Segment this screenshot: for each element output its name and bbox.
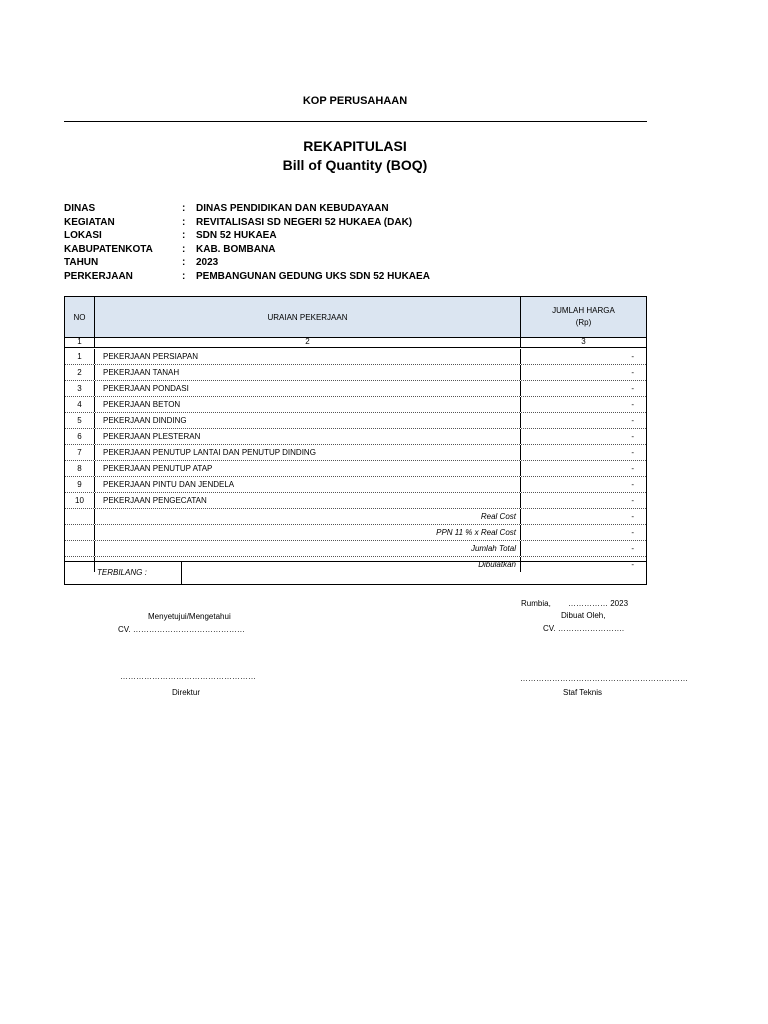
table-row (65, 461, 646, 477)
row-item: PEKERJAAN PENGECATAN (94, 493, 521, 508)
row-value: - (631, 496, 634, 505)
info-colon: : (182, 203, 186, 214)
row-item: PEKERJAAN PENUTUP ATAP (94, 461, 521, 476)
info-row-perkerjaan (64, 270, 430, 284)
info-label: DINAS (64, 203, 96, 214)
terbilang-label: TERBILANG : (65, 562, 182, 584)
info-row-dinas (64, 202, 430, 216)
row-no: 5 (77, 416, 82, 425)
row-no: 2 (77, 368, 82, 377)
info-value: DINAS PENDIDIKAN DAN KEBUDAYAAN (196, 203, 389, 214)
info-colon: : (182, 243, 186, 255)
date-label: …………… 2023 (568, 599, 629, 608)
row-no (65, 509, 94, 524)
summary-label: PPN 11 % x Real Cost (94, 525, 521, 540)
info-label: PERKERJAAN (64, 270, 133, 282)
info-label: KEGIATAN (64, 216, 115, 228)
row-value: - (631, 400, 634, 409)
table-row (65, 413, 646, 429)
row-item: PEKERJAAN PERSIAPAN (94, 349, 521, 364)
row-no: 9 (77, 480, 82, 489)
row-value: - (631, 368, 634, 377)
row-value: - (631, 432, 634, 441)
row-value: - (631, 448, 634, 457)
info-value: REVITALISASI SD NEGERI 52 HUKAEA (DAK) (196, 216, 413, 228)
row-no (65, 541, 94, 556)
row-no: 6 (77, 432, 82, 441)
row-no: 8 (77, 464, 82, 473)
place-label: Rumbia, (521, 599, 551, 608)
col-num-2: 2 (94, 337, 521, 347)
col-num-3: 3 (581, 337, 586, 346)
kop-divider (64, 121, 647, 122)
row-item: PEKERJAAN TANAH (94, 365, 521, 380)
row-item: PEKERJAAN PLESTERAN (94, 429, 521, 444)
row-no: 1 (77, 352, 82, 361)
doc-title: REKAPITULASI (303, 138, 407, 154)
row-value: - (631, 480, 634, 489)
row-no (65, 525, 94, 540)
row-value: - (631, 416, 634, 425)
project-info (64, 202, 430, 283)
info-value: KAB. BOMBANA (196, 243, 276, 255)
approval-title: Menyetujui/Mengetahui (148, 612, 231, 621)
info-row-tahun (64, 256, 430, 270)
prepared-title: Dibuat Oleh, (561, 611, 606, 620)
prepared-signature-line: ……………………………………………………… (520, 674, 688, 683)
info-colon: : (182, 270, 186, 282)
row-item: PEKERJAAN DINDING (94, 413, 521, 428)
boq-table (64, 296, 647, 585)
col-num-1: 1 (77, 337, 82, 346)
table-header (65, 297, 646, 338)
info-colon: : (182, 257, 186, 268)
row-value: - (631, 464, 634, 473)
summary-row-ppn (65, 525, 646, 541)
terbilang-row (65, 561, 646, 584)
info-colon: : (182, 216, 186, 228)
summary-row-jumlah-total (65, 541, 646, 557)
info-row-lokasi (64, 229, 430, 243)
row-no: 4 (77, 400, 82, 409)
row-item: PEKERJAAN PONDASI (94, 381, 521, 396)
table-row (65, 477, 646, 493)
approval-cv: CV. …………………………………… (118, 625, 245, 634)
table-row (65, 397, 646, 413)
info-colon: : (182, 230, 186, 241)
info-value: PEMBANGUNAN GEDUNG UKS SDN 52 HUKAEA (196, 270, 430, 282)
table-body (65, 349, 646, 572)
column-number-row (65, 337, 646, 348)
summary-label: Jumlah Total (94, 541, 521, 556)
row-item: PEKERJAAN PINTU DAN JENDELA (94, 477, 521, 492)
header-jumlah-line2: (Rp) (575, 318, 592, 327)
summary-value: - (631, 512, 634, 521)
doc-subtitle: Bill of Quantity (BOQ) (282, 157, 428, 173)
table-row (65, 445, 646, 461)
table-row (65, 493, 646, 509)
info-label: KABUPATENKOTA (64, 243, 153, 255)
row-no: 7 (77, 448, 82, 457)
info-value: SDN 52 HUKAEA (196, 230, 277, 241)
info-label: LOKASI (64, 230, 102, 241)
table-row (65, 429, 646, 445)
row-no: 3 (77, 384, 82, 393)
kop-perusahaan: KOP PERUSAHAAN (302, 95, 408, 107)
row-no: 10 (75, 496, 84, 505)
row-item: PEKERJAAN BETON (94, 397, 521, 412)
table-row (65, 381, 646, 397)
header-jumlah-line1: JUMLAH HARGA (552, 306, 615, 315)
info-value: 2023 (196, 257, 219, 268)
header-jumlah (521, 297, 646, 337)
table-row (65, 365, 646, 381)
prepared-role: Staf Teknis (563, 688, 602, 697)
header-uraian: URAIAN PEKERJAAN (94, 297, 521, 337)
summary-label: Dibulatkan (94, 557, 521, 572)
row-item: PEKERJAAN PENUTUP LANTAI DAN PENUTUP DINDING (94, 445, 521, 460)
approval-role: Direktur (172, 688, 201, 697)
summary-value: - (631, 528, 634, 537)
summary-label: Real Cost (94, 509, 521, 524)
prepared-cv: CV. ……………………. (543, 624, 625, 633)
info-row-kegiatan (64, 216, 430, 230)
approval-signature-line: …………………………………………… (120, 672, 256, 681)
info-row-kabupaten (64, 243, 430, 257)
table-row (65, 349, 646, 365)
row-value: - (631, 384, 634, 393)
row-value: - (631, 352, 634, 361)
summary-value: - (631, 544, 634, 553)
header-no: NO (73, 312, 86, 322)
summary-value: - (631, 560, 634, 569)
info-label: TAHUN (64, 257, 99, 268)
summary-row-real-cost (65, 509, 646, 525)
